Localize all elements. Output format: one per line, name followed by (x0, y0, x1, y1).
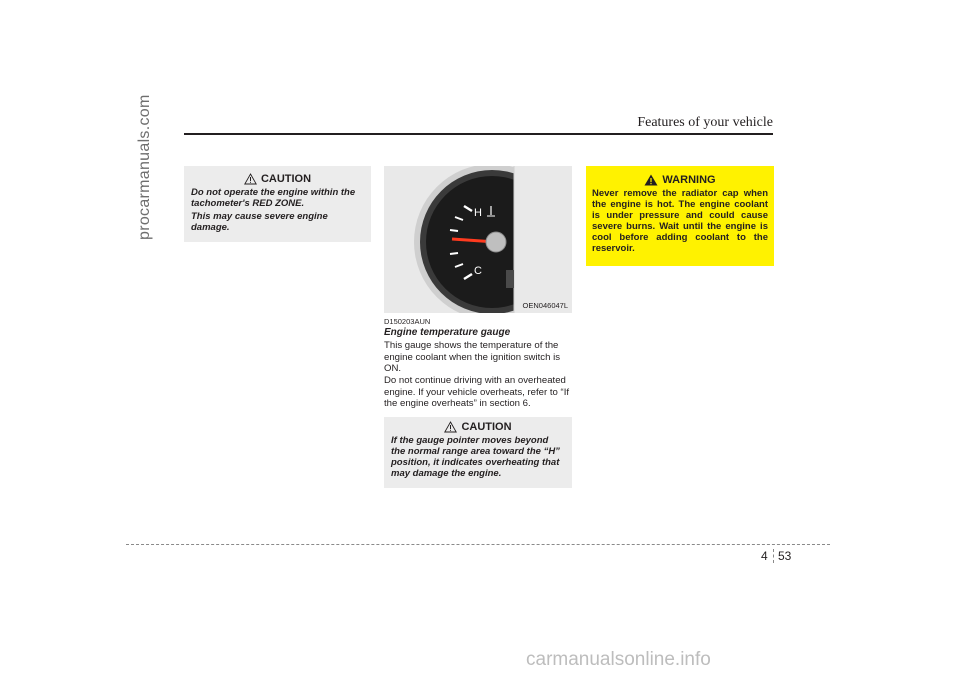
caution-box-overheating (384, 417, 572, 488)
section-paragraph-2: Do not continue driving with an overheated engine. If your vehicle overheats, refer to “If the engine overheats” in section 6. (384, 375, 570, 409)
warning-header (592, 174, 768, 186)
caution-heading: CAUTION (461, 421, 512, 433)
page-number-separator (773, 549, 774, 563)
chapter-number: 4 (761, 549, 768, 563)
caution-text: If the gauge pointer moves beyond the normal range area toward the “H” position, it indicates overheating that may damage the engine. (391, 435, 560, 479)
header-title: Features of your vehicle (637, 115, 773, 130)
caution-triangle-icon (244, 173, 257, 185)
bottom-watermark: carmanualsonline.info (526, 649, 711, 670)
warning-text: Never remove the radiator cap when the engine is hot. The engine coolant is under pressure and could cause severe burns. Wait until the engine is cool before adding coolant to the reservoir. (592, 188, 768, 254)
warning-heading: WARNING (662, 174, 716, 186)
figure-label: OEN046047L (522, 301, 568, 310)
section-paragraph-1: This gauge shows the temperature of the engine coolant when the ignition switch is ON. (384, 340, 560, 374)
temperature-gauge-figure (384, 166, 572, 313)
caution-header (391, 421, 565, 433)
temperature-gauge-illustration (384, 166, 572, 313)
caution-box-tachometer (184, 166, 371, 242)
section-title: Engine temperature gauge (384, 327, 511, 338)
gauge-hot-mark: H (474, 207, 482, 219)
caution-heading: CAUTION (260, 173, 312, 185)
caution-triangle-icon (444, 421, 457, 433)
side-watermark-text: procarmanuals.com (136, 94, 153, 240)
section-code: D150203AUN (384, 317, 431, 326)
page-number: 53 (778, 549, 792, 563)
gauge-cold-mark: C (474, 265, 482, 277)
caution-header (191, 173, 364, 185)
warning-triangle-icon (644, 174, 658, 186)
header-rule (184, 133, 773, 135)
warning-box-radiator (586, 166, 774, 266)
footer-rule (126, 544, 830, 545)
caution-text-1: Do not operate the engine within the tachometer's RED ZONE. (191, 187, 356, 209)
caution-text-2: This may cause severe engine damage. (191, 211, 328, 233)
